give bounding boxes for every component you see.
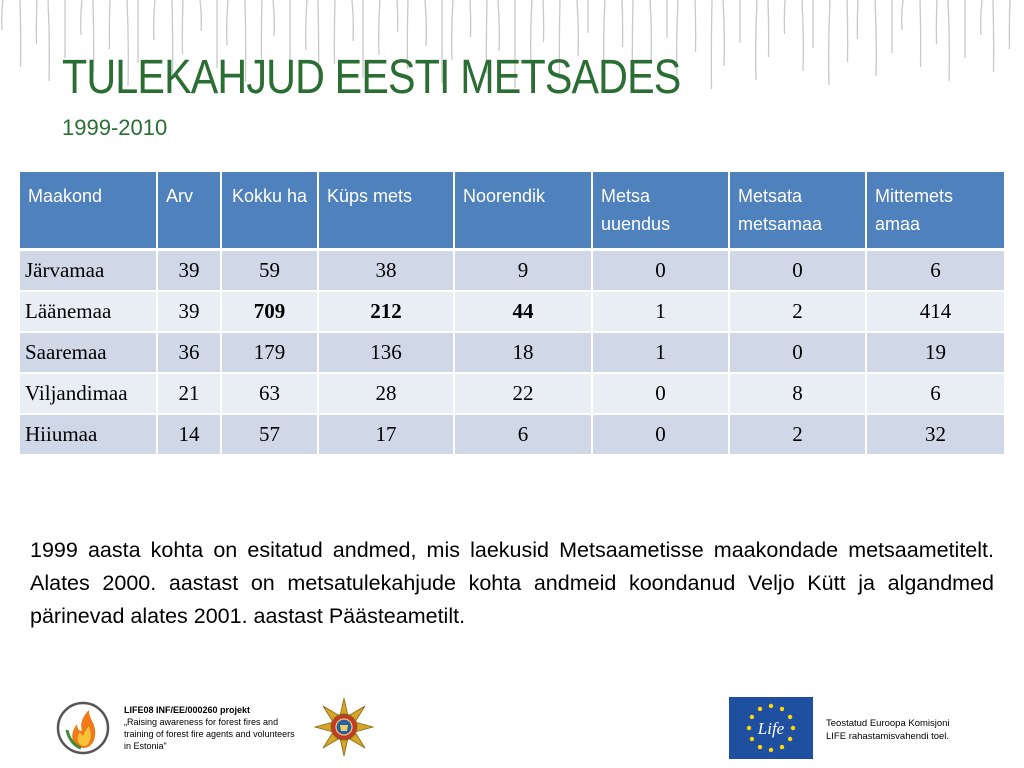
stripe	[695, 0, 696, 52]
table-row	[20, 250, 1004, 292]
cell-value: 39	[157, 291, 221, 332]
cell-value: 709	[221, 291, 318, 332]
eu-star-icon	[788, 737, 792, 741]
cell-value: 22	[454, 373, 592, 414]
stripe	[875, 0, 876, 76]
stripe	[109, 0, 110, 49]
cell-value: 2	[729, 414, 866, 455]
cell-value: 28	[318, 373, 454, 414]
rescue-board-emblem-icon	[313, 696, 375, 758]
cell-value: 17	[318, 414, 454, 455]
stripe	[379, 0, 380, 55]
cell-value: 2	[729, 291, 866, 332]
stripe	[802, 0, 803, 71]
stripe	[154, 0, 155, 40]
eu-star-icon	[780, 745, 784, 749]
cell-value: 414	[866, 291, 1004, 332]
cell-value: 59	[221, 250, 318, 292]
cell-value: 0	[592, 414, 729, 455]
cell-value: 19	[866, 332, 1004, 373]
stripe	[857, 0, 858, 39]
cell-value: 63	[221, 373, 318, 414]
cell-value: 212	[318, 291, 454, 332]
stripe	[20, 0, 21, 67]
stripe	[993, 0, 994, 72]
stripe	[200, 0, 201, 31]
stripe	[36, 0, 37, 44]
cell-value: 39	[157, 250, 221, 292]
eu-star-icon	[788, 715, 792, 719]
cell-value: 57	[221, 414, 318, 455]
stripe	[48, 0, 49, 81]
stripe	[1009, 0, 1010, 49]
stripe	[352, 0, 353, 41]
table-row	[20, 414, 1004, 455]
stripe	[936, 0, 937, 44]
cell-value: 14	[157, 414, 221, 455]
header-maakond: Maakond	[20, 172, 157, 250]
stripe	[498, 0, 499, 51]
stripe	[784, 0, 785, 34]
stripe	[182, 0, 183, 54]
page-subtitle: 1999-2010	[62, 115, 168, 140]
cell-county: Hiiumaa	[20, 414, 157, 455]
stripe	[920, 0, 921, 67]
table-row	[20, 291, 1004, 332]
stripe	[756, 0, 757, 80]
cell-value: 36	[157, 332, 221, 373]
stripe	[577, 0, 578, 56]
eu-star-icon	[769, 704, 773, 708]
cell-value: 6	[454, 414, 592, 455]
cell-value: 136	[318, 332, 454, 373]
header-arv: Arv	[157, 172, 221, 250]
cell-value: 0	[592, 373, 729, 414]
cell-value: 0	[729, 332, 866, 373]
funding-line-2: LIFE rahastamisvahendi toel.	[826, 731, 950, 742]
eu-star-icon	[758, 707, 762, 711]
stripe	[622, 0, 623, 47]
cell-value: 21	[157, 373, 221, 414]
stripe	[847, 0, 848, 62]
eu-star-icon	[747, 726, 751, 730]
cell-value: 1	[592, 291, 729, 332]
header-mittemetsamaa: Mittemets amaa	[866, 172, 1004, 250]
stripe	[470, 0, 471, 37]
eu-star-icon	[780, 707, 784, 711]
eu-star-icon	[750, 715, 754, 719]
cell-value: 6	[866, 373, 1004, 414]
funding-info	[826, 717, 950, 743]
project-description: „Raising awareness for forest fires and training of forest fire agents and volunteers in Estonia"	[124, 717, 295, 751]
eu-star-icon	[769, 748, 773, 752]
cell-value: 32	[866, 414, 1004, 455]
eu-life-logo-icon	[729, 697, 813, 759]
cell-value: 18	[454, 332, 592, 373]
funding-line-1: Teostatud Euroopa Komisjoni	[826, 718, 950, 729]
cell-value: 6	[866, 250, 1004, 292]
eu-star-icon	[758, 745, 762, 749]
eu-life-logo-text: Life	[757, 719, 785, 738]
stripe	[227, 0, 228, 45]
eu-star-icon	[750, 737, 754, 741]
source-note: 1999 aasta kohta on esitatud andmed, mis laekusid Metsaametisse maakondade metsaametitelt. Alates 2000. aastast on metsatulekahjude kohta andmeid koondanud Veljo Kütt ja algandmed pärinevad alates 2001. aastast Päästeametilt.	[30, 537, 994, 628]
stripe	[981, 0, 982, 35]
cell-county: Järvamaa	[20, 250, 157, 292]
project-id: LIFE08 INF/EE/000260 projekt	[124, 705, 251, 715]
stripe	[306, 0, 307, 50]
stripe	[2, 0, 3, 30]
cell-county: Viljandimaa	[20, 373, 157, 414]
stripe	[425, 0, 426, 46]
cell-value: 44	[454, 291, 592, 332]
stripe	[723, 0, 724, 66]
table-row	[20, 332, 1004, 373]
cell-value: 0	[592, 250, 729, 292]
header-noorendik: Noorendik	[454, 172, 592, 250]
cell-county: Läänemaa	[20, 291, 157, 332]
cell-value: 1	[592, 332, 729, 373]
header-kokku-ha: Kokku ha	[221, 172, 318, 250]
stripe	[397, 0, 398, 32]
eu-star-icon	[791, 726, 795, 730]
table-row	[20, 373, 1004, 414]
fire-data-table	[20, 172, 1004, 456]
cell-county: Saaremaa	[20, 332, 157, 373]
header-metsa-uuendus: Metsa uuendus	[592, 172, 729, 250]
fire-project-logo-icon	[55, 700, 111, 756]
stripe	[902, 0, 903, 30]
cell-value: 0	[729, 250, 866, 292]
stripe	[273, 0, 274, 36]
cell-value: 8	[729, 373, 866, 414]
stripe	[543, 0, 544, 42]
header-metsata-metsamaa: Metsata metsamaa	[729, 172, 866, 250]
stripe	[948, 0, 949, 81]
project-info	[124, 704, 304, 752]
cell-value: 38	[318, 250, 454, 292]
stripe	[768, 0, 769, 57]
table-header-row	[20, 172, 1004, 250]
stripe	[829, 0, 830, 85]
stripe	[711, 0, 712, 89]
header-kups-mets: Küps mets	[318, 172, 454, 250]
stripe	[81, 0, 82, 35]
cell-value: 179	[221, 332, 318, 373]
page-title: TULEKAHJUD EESTI METSADES	[62, 51, 681, 104]
cell-value: 9	[454, 250, 592, 292]
